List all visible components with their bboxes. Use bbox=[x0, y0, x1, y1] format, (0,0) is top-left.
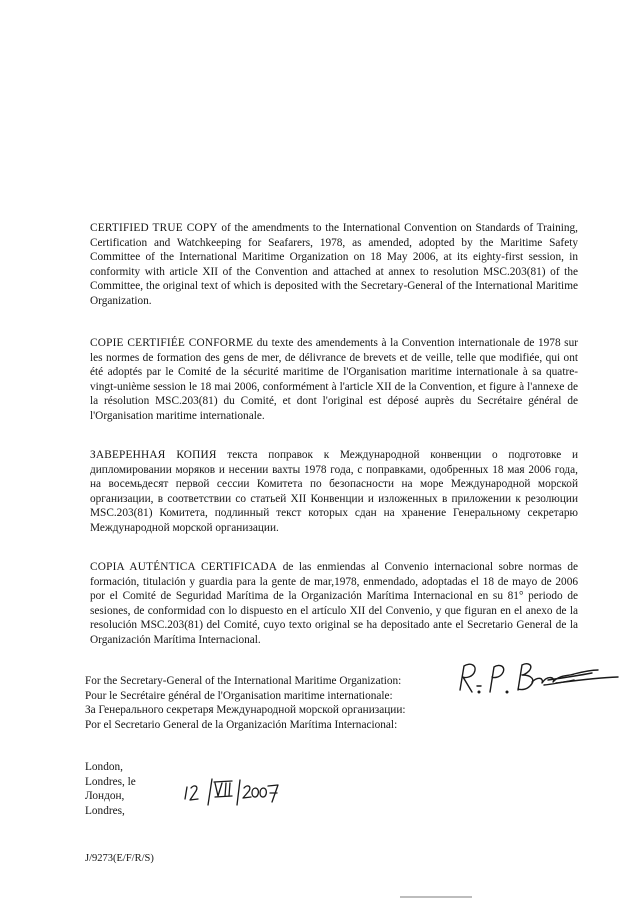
certified-lead-russian: ЗАВЕРЕННАЯ КОПИЯ bbox=[90, 449, 217, 461]
signature-image bbox=[452, 656, 622, 702]
paragraph-spanish-text: de las enmiendas al Convenio internacional sobre normas de formación, titulación y guardia para la gente de mar,1978, enmendado, adoptadas el 18 de mayo de 2006 por el Comité de Seguridad Marítima de la Organización Marítima Internacional en su 81° periodo de sesiones, de conformidad con lo dispuesto en el artículo XII del Convenio, y que figuran en el anexo de la resolución MSC.203(81) del Comité, cuyo texto original se ha depositado ante el Secretario General de la Organización Marítima Internacional. bbox=[90, 561, 578, 646]
paragraph-french bbox=[90, 336, 578, 424]
place-english: London, bbox=[85, 761, 123, 773]
certified-lead-french: COPIE CERTIFIÉE CONFORME bbox=[90, 337, 254, 349]
document-reference: J/9273(E/F/R/S) bbox=[85, 853, 154, 864]
for-secretary-block bbox=[85, 674, 406, 732]
paragraph-russian-text: текста поправок к Международной конвенции о подготовке и дипломировании моряков и несении вахты 1978 года, с поправками, одобренных 18 мая 2006 года, на восемьдесят первой сессии Комитета по безопасности на море Международной морской организации, в соответствии со статьей XII Конвенции и изложенных в приложении к резолюции MSC.203(81) Комитета, подлинный текст которых сдан на хранение Генеральному секретарю Международной морской организации. bbox=[90, 449, 579, 534]
paragraph-russian bbox=[90, 448, 578, 536]
for-secretary-spanish: Por el Secretario General de la Organización Marítima Internacional: bbox=[85, 718, 398, 731]
paragraph-english bbox=[90, 221, 578, 309]
handwritten-date bbox=[182, 775, 282, 811]
paragraph-spanish bbox=[90, 560, 578, 648]
scan-edge-mark bbox=[400, 896, 472, 898]
for-secretary-english: For the Secretary-General of the International Maritime Organization: bbox=[85, 675, 402, 687]
paragraph-french-text: du texte des amendements à la Convention internationale de 1978 sur les normes de formation des gens de mer, de délivrance de brevets et de veille, telle que modifiée, qui ont été adoptés par le Comité de la sécurité maritime de l'Organisation maritime internationale à sa quatre-vingt-unième session le 18 mai 2006, conformément à l'article XII de la Convention, et figure à l'annexe de la résolution MSC.203(81) du Comité, et dont l'original est déposé auprès du Secrétaire général de l'Organisation maritime internationale. bbox=[90, 337, 578, 422]
place-russian: Лондон, bbox=[85, 790, 125, 803]
place-french: Londres, le bbox=[85, 775, 136, 788]
paragraph-english-text: of the amendments to the International Convention on Standards of Training, Certification and Watchkeeping for Seafarers, 1978, as amended, adopted by the Maritime Safety Committee of the International Maritime Organization on 18 May 2006, at its eighty-first session, in conformity with article XII of the Convention and attached at annex to resolution MSC.203(81) of the Committee, the original text of which is deposited with the Secretary-General of the International Maritime Organization. bbox=[90, 222, 578, 307]
for-secretary-french: Pour le Secrétaire général de l'Organisation maritime internationale: bbox=[85, 689, 393, 702]
certified-lead-spanish: COPIA AUTÉNTICA CERTIFICADA bbox=[90, 561, 278, 573]
for-secretary-russian: За Генерального секретаря Международной морской организации: bbox=[85, 704, 406, 717]
place-block bbox=[85, 760, 136, 818]
certified-lead-english: CERTIFIED TRUE COPY bbox=[90, 222, 218, 234]
place-spanish: Londres, bbox=[85, 804, 125, 817]
